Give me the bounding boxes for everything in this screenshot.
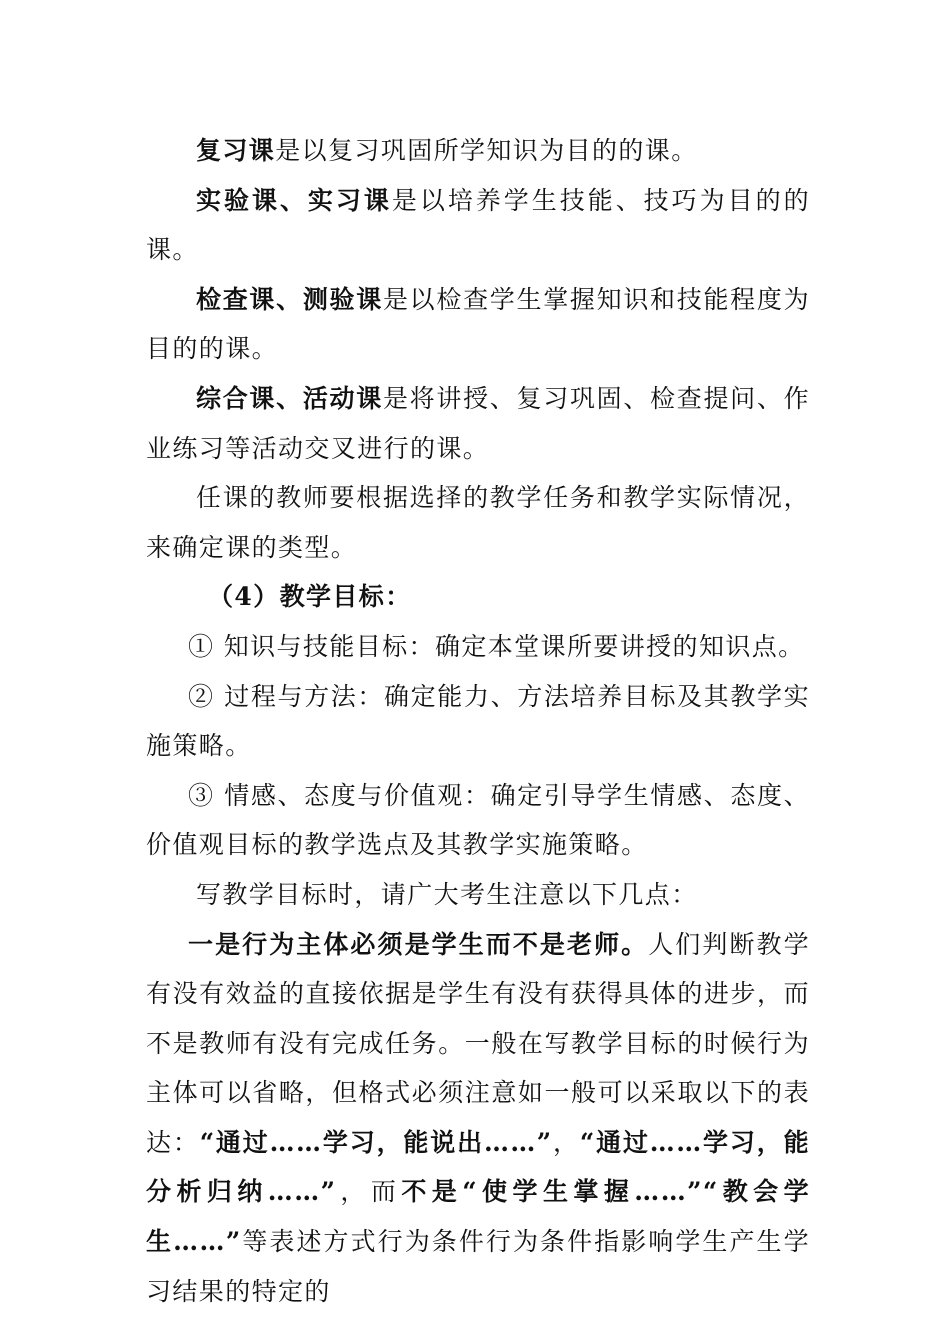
paragraph-experiment-lesson [146,176,810,275]
point-one-connector: ，而 [336,1177,402,1207]
paragraph-notes-intro [146,870,810,920]
point-one-lead: 一是行为主体必须是学生而不是老师。 [188,929,649,959]
document-body [146,126,810,1316]
point-one-counterexample: 不是“使学生掌握……”“教会学生……” [146,1177,810,1257]
definition-review-lesson: 是以复习巩固所学知识为目的的课。 [275,136,698,165]
definition-experiment-lesson: 是以培养学生技能、技巧为目的的课。 [146,185,810,265]
term-review-lesson: 复习课 [196,136,276,165]
point-one-body: 人们判断教学有没有效益的直接依据是学生有没有获得具体的进步，而不是教师有没有完成任务。一般在写教学目标的时候行为主体可以省略，但格式必须注意如一般可以采取以下的表达： [146,929,810,1157]
notes-intro-text: 写教学目标时，请广大考生注意以下几点： [196,879,698,909]
term-comprehensive-lesson: 综合课、活动课 [196,383,383,413]
paragraph-goal-process [146,672,810,771]
goal-process-text: ② 过程与方法：确定能力、方法培养目标及其教学实施策略。 [146,681,810,761]
term-test-lesson: 检查课、测验课 [196,284,383,314]
term-experiment-lesson: 实验课、实习课 [196,185,392,215]
heading-teaching-goals: （4）教学目标： [208,582,412,612]
point-one-example-2: “通过……学习，能分析归纳……” [146,1127,810,1207]
point-one-tail: 等表述方式行为条件行为条件指影响学生产生学习结果的特定的 [146,1227,811,1306]
paragraph-comprehensive-lesson [146,374,810,473]
paragraph-lesson-type-choice [146,473,810,572]
goal-knowledge-text: ① 知识与技能目标：确定本堂课所要讲授的知识点。 [188,631,805,661]
paragraph-goal-emotion [146,771,810,870]
paragraph-review-lesson [146,126,810,176]
point-one-separator: ， [552,1127,580,1157]
paragraph-test-lesson [146,275,810,374]
definition-test-lesson: 是以检查学生掌握知识和技能程度为目的的课。 [146,284,810,364]
paragraph-goal-knowledge [146,622,810,672]
goal-emotion-text: ③ 情感、态度与价值观：确定引导学生情感、态度、价值观目标的教学选点及其教学实施策略。 [146,780,810,860]
section-heading-teaching-goals [146,572,810,622]
lesson-type-choice-text: 任课的教师要根据选择的教学任务和教学实际情况，来确定课的类型。 [146,483,810,562]
point-one-example-1: “通过……学习，能说出……” [199,1127,553,1157]
paragraph-point-one [146,920,810,1317]
definition-comprehensive-lesson: 是将讲授、复习巩固、检查提问、作业练习等活动交叉进行的课。 [146,383,810,463]
